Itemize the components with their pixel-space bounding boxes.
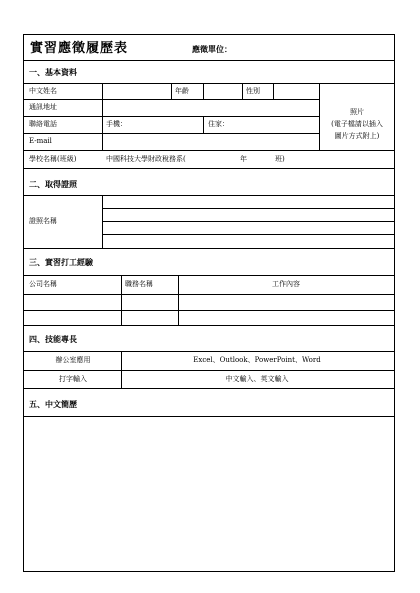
resume-form <box>23 34 395 572</box>
gender-label: 性別 <box>246 87 260 95</box>
divider <box>24 248 394 249</box>
name-label: 中文姓名 <box>29 87 57 95</box>
divider <box>24 351 394 352</box>
photo-note: 圖片方式附上) <box>334 132 380 140</box>
school-class-label: 班) <box>275 155 285 163</box>
section-certs-heading: 二、取得證照 <box>29 179 77 189</box>
divider <box>24 168 394 169</box>
divider <box>24 83 394 84</box>
school-value: 中國科技大學財政稅務系( <box>106 155 186 163</box>
divider <box>24 275 394 276</box>
unit-label: 應徵單位： <box>192 44 232 54</box>
divider <box>178 275 179 325</box>
divider <box>171 83 172 99</box>
section-basic-heading: 一、基本資料 <box>29 67 77 77</box>
mobile-label: 手機： <box>106 120 127 128</box>
divider <box>273 83 274 99</box>
divider <box>24 310 394 311</box>
col-company: 公司名稱 <box>29 280 57 288</box>
phone-label: 聯絡電話 <box>29 120 57 128</box>
typing-skill-value: 中文輸入、英文輸入 <box>225 375 289 383</box>
divider <box>24 60 394 61</box>
divider <box>24 150 394 151</box>
photo-label: 照片 <box>350 108 364 116</box>
divider <box>24 133 319 134</box>
divider <box>203 83 204 99</box>
divider <box>24 294 394 295</box>
home-phone-label: 住家： <box>208 120 229 128</box>
bio-text-area[interactable] <box>24 417 394 571</box>
photo-note: (電子檔請以插入 <box>331 120 383 128</box>
divider <box>102 208 394 209</box>
divider <box>102 234 394 235</box>
age-label: 年齡 <box>175 87 189 95</box>
divider <box>121 275 122 325</box>
typing-skill-label: 打字輸入 <box>59 375 87 383</box>
page-title: 實習應徵履歷表 <box>30 41 129 56</box>
divider <box>24 370 394 371</box>
section-work-heading: 三、實習打工經驗 <box>29 257 93 267</box>
divider <box>24 195 394 196</box>
divider <box>24 388 394 389</box>
school-label: 學校名稱(班級) <box>29 155 77 163</box>
divider <box>102 221 394 222</box>
school-year-label: 年 <box>240 155 247 163</box>
cert-name-label: 證照名稱 <box>29 217 57 225</box>
section-bio-heading: 五、中文簡歷 <box>29 399 77 409</box>
divider <box>24 99 319 100</box>
divider <box>203 116 204 133</box>
divider <box>319 83 320 150</box>
email-label: E-mail <box>29 137 52 145</box>
divider <box>24 116 319 117</box>
col-job-title: 職務名稱 <box>125 280 153 288</box>
section-skills-heading: 四、技能專長 <box>29 334 77 344</box>
office-skill-label: 辦公室應用 <box>55 356 91 364</box>
divider <box>102 83 103 150</box>
office-skill-value: Excel、Outlook、PowerPoint、Word <box>193 356 321 364</box>
divider <box>24 325 394 326</box>
col-job-content: 工作內容 <box>272 280 300 288</box>
divider <box>121 351 122 388</box>
divider <box>242 83 243 99</box>
address-label: 通訊地址 <box>29 103 57 111</box>
